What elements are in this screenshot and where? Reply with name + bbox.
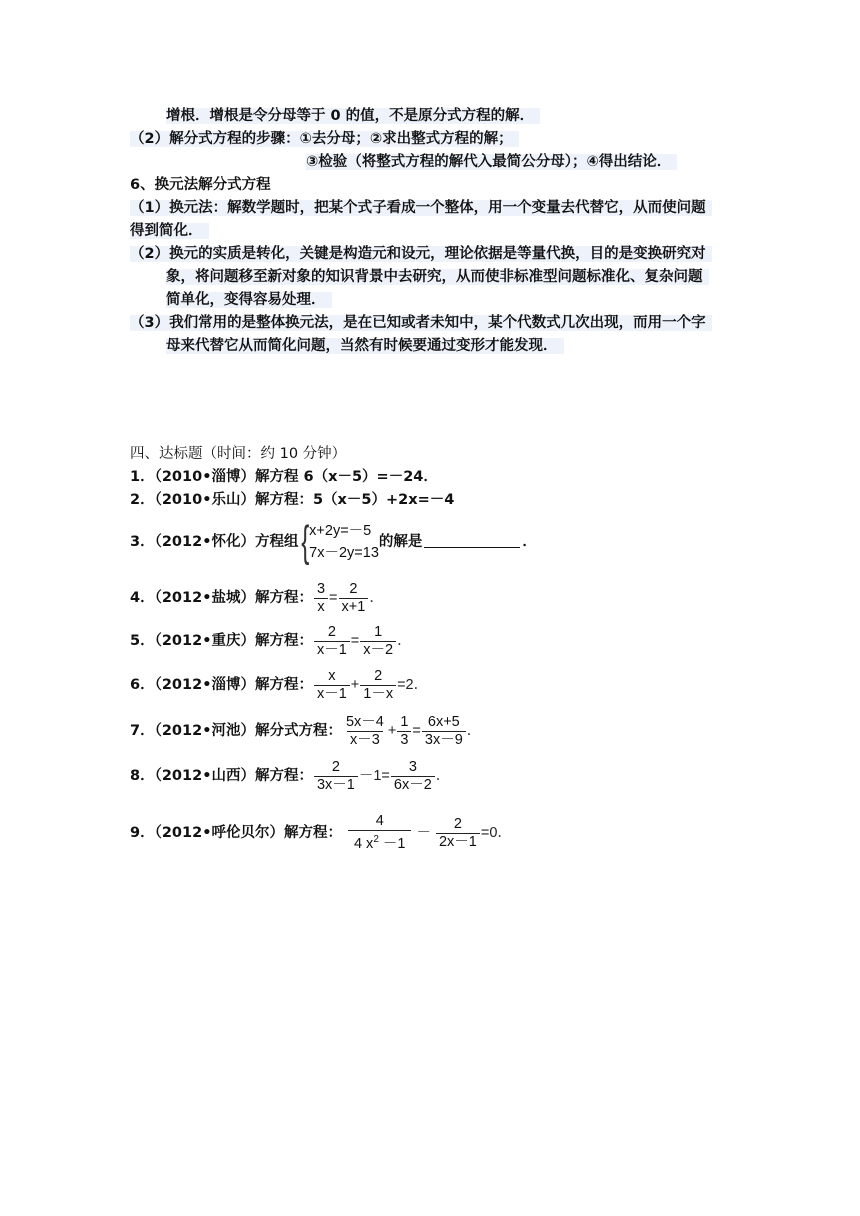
text-line [130, 128, 519, 150]
punctuation: ． [369, 590, 384, 606]
fraction [397, 714, 411, 749]
fraction [348, 813, 412, 853]
fraction [314, 581, 328, 616]
numerator: 6x+5 [427, 713, 460, 730]
denominator: 1－x [360, 685, 396, 703]
text-line [166, 335, 564, 357]
numerator: 2 [349, 580, 358, 597]
paragraph-text: ③检验（将整式方程的解代入最简公分母）；④得出结论． [306, 154, 677, 170]
operator: =2 [397, 677, 414, 693]
operator: =0 [480, 825, 498, 841]
question-prefix: 4．（2012•盐城）解方程： [130, 590, 313, 606]
question-1: 1．（2010•淄博）解方程 6（x－5）=－24． [130, 469, 438, 485]
numerator: 4 [375, 813, 384, 830]
exponent: 2 [373, 834, 379, 846]
section-heading: 四、达标题（时间：约 10 分钟） [130, 446, 347, 462]
paragraph-text: 换元法：解数学题时，把某个式子看成一个整体，用一个变量去代替它，从而使问题 [169, 200, 706, 216]
text-line [130, 243, 712, 265]
brace-icon: { [301, 517, 310, 566]
operator: = [329, 590, 338, 606]
question-prefix: 5．（2012•重庆）解方程： [130, 633, 313, 649]
fraction [360, 624, 396, 659]
fraction [436, 816, 480, 851]
punctuation: ． [435, 768, 451, 784]
denominator: x+1 [339, 598, 369, 616]
denominator: 3x－1 [314, 776, 358, 794]
operator: －1= [358, 768, 390, 784]
paragraph-text: 象，将问题移至新对象的知识背景中去研究，从而使非标准型问题标准化、复杂问题 [166, 269, 709, 285]
question-7 [130, 713, 481, 749]
question-8 [130, 758, 450, 794]
operator: + [350, 677, 360, 693]
denominator: x－1 [314, 641, 350, 659]
denominator: 3 [397, 731, 411, 749]
punctuation: ． [466, 723, 482, 739]
punctuation: ． [522, 534, 537, 550]
fraction [360, 668, 396, 703]
numerator: 2 [327, 623, 336, 640]
fraction [314, 624, 350, 659]
question-2: 2．（2010•乐山）解方程：5（x－5）+2x=－4 [130, 492, 455, 508]
punctuation: ． [497, 825, 512, 841]
denominator [348, 830, 412, 853]
question-prefix: 8．（2012•山西）解方程： [130, 768, 313, 784]
question-3 [130, 517, 537, 567]
item-number: （2） [130, 246, 170, 262]
denominator: 6x－2 [391, 776, 435, 794]
numerator: 5x－4 [345, 713, 384, 730]
question-text: 的解是 [378, 534, 423, 550]
operator: = [412, 723, 421, 739]
denominator: x－3 [347, 731, 383, 749]
paragraph-text: 简单化，变得容易处理． [166, 292, 332, 308]
question-prefix: 9．（2012•呼伦贝尔）解方程： [130, 825, 342, 841]
operator: － [416, 825, 431, 841]
paragraph-text: 增根．增根是令分母等于 0 的值，不是原分式方程的解． [166, 108, 540, 124]
answer-blank[interactable] [424, 533, 520, 548]
numerator: 1 [374, 623, 383, 640]
denominator: 2x－1 [436, 833, 480, 851]
text-line [166, 289, 332, 311]
numerator: x [328, 667, 336, 684]
paragraph-text: 换元的实质是转化，关键是构造元和设元，理论依据是等量代换，目的是变换研究对 [169, 246, 706, 262]
question-9 [130, 813, 512, 853]
item-number: （2） [130, 131, 170, 147]
item-number: （1） [130, 200, 170, 216]
numerator: 1 [400, 713, 409, 730]
text-line [130, 220, 209, 242]
text-line [130, 312, 712, 334]
denominator: x [314, 598, 327, 616]
paragraph-text: 得到简化． [130, 223, 209, 239]
numerator: 2 [374, 667, 383, 684]
fraction [343, 714, 387, 749]
question-4 [130, 580, 384, 616]
numerator: 3 [316, 580, 326, 597]
question-prefix: 7．（2012•河池）解分式方程： [130, 723, 342, 739]
question-6 [130, 667, 428, 703]
text-line [166, 105, 540, 127]
operator: = [350, 633, 360, 649]
denominator-part: 4 x [353, 835, 374, 852]
text-line [130, 197, 712, 219]
equation-system [298, 517, 379, 566]
section-heading: 6、换元法解分式方程 [130, 177, 271, 193]
fraction [391, 759, 435, 794]
item-number: （3） [130, 315, 170, 331]
punctuation: ． [413, 677, 429, 693]
denominator: x－1 [314, 685, 350, 703]
text-line [306, 151, 677, 173]
text-line [166, 266, 709, 288]
denominator: x－2 [360, 641, 396, 659]
paragraph-text: 母来代替它从而简化问题，当然有时候要通过变形才能发现． [166, 338, 564, 354]
numerator: 3 [408, 758, 417, 775]
denominator-part: －1 [382, 835, 406, 852]
fraction [339, 581, 369, 616]
punctuation: ． [397, 633, 412, 649]
numerator: 2 [453, 815, 462, 832]
fraction [314, 759, 358, 794]
denominator: 3x－9 [422, 731, 466, 749]
numerator: 2 [331, 758, 340, 775]
question-5 [130, 623, 412, 659]
paragraph-text: 我们常用的是整体换元法，是在已知或者未知中，某个代数式几次出现，而用一个字 [169, 315, 706, 331]
question-prefix: 3．（2012•怀化）方程组 [130, 534, 299, 550]
question-prefix: 6．（2012•淄博）解方程： [130, 677, 313, 693]
paragraph-text: 解分式方程的步骤：①去分母；②求出整式方程的解； [169, 131, 513, 147]
fraction [314, 668, 350, 703]
operator: + [387, 723, 397, 739]
equation: 7x－2y=13 [309, 545, 379, 561]
fraction [422, 714, 466, 749]
equation: x+2y=－5 [309, 523, 372, 539]
